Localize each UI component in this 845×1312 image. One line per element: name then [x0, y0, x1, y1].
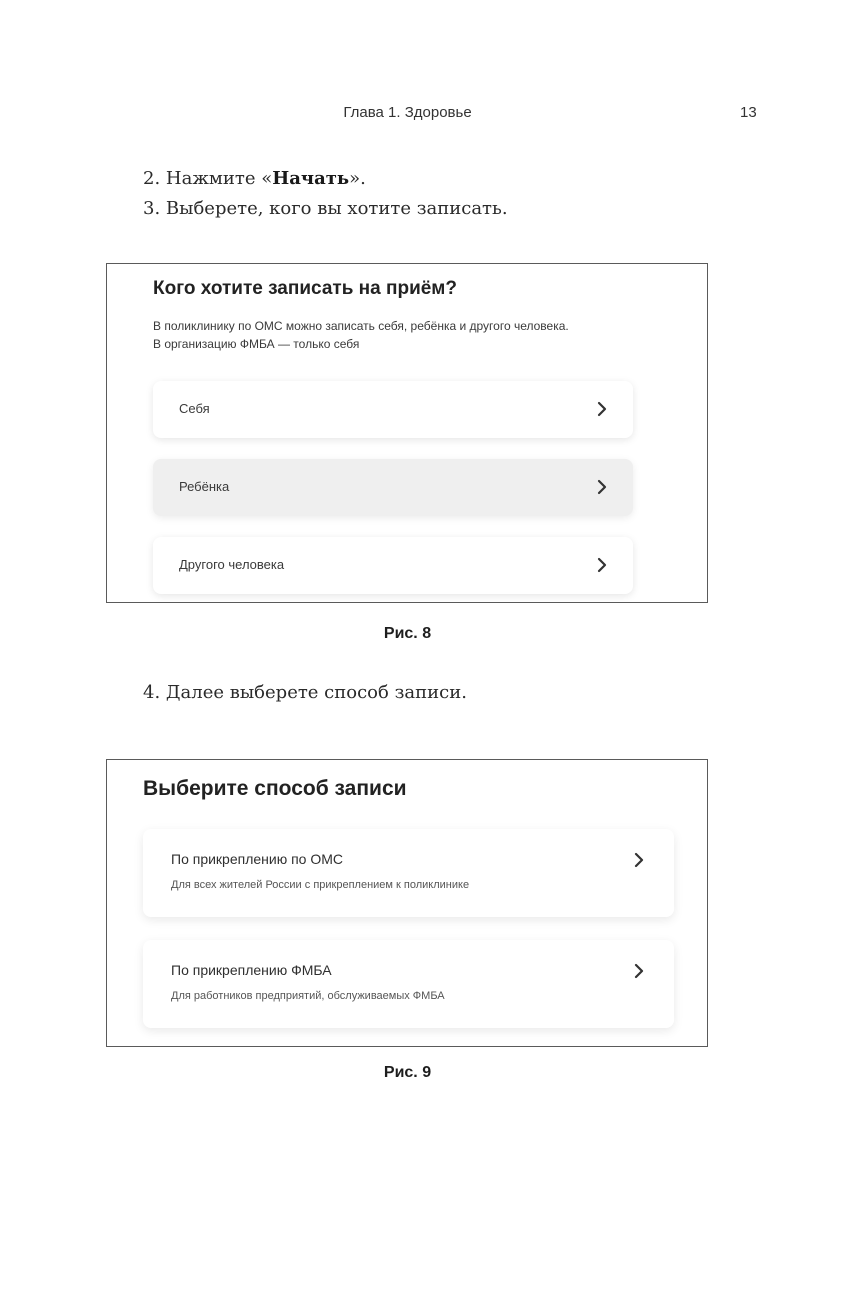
option-child[interactable] [153, 459, 633, 516]
card-title: По прикреплению ФМБА [171, 962, 332, 978]
chevron-right-icon [630, 962, 648, 980]
screen-subtitle [153, 317, 569, 353]
option-other-person[interactable] [153, 537, 633, 594]
chevron-right-icon [593, 400, 611, 418]
step-2 [143, 168, 366, 189]
step-2-prefix: 2. Нажмите « [143, 168, 273, 189]
subtitle-line-1: В поликлинику по ОМС можно записать себя, ребёнка и другого человека. [153, 319, 569, 333]
step-2-button-name: Начать [272, 168, 350, 189]
figure-8-caption: Рис. 8 [383, 625, 432, 642]
page-number: 13 [740, 104, 757, 121]
screen-title: Выберите способ записи [143, 777, 407, 800]
step-3: 3. Выберете, кого вы хотите записать. [143, 198, 508, 219]
option-label: Себя [179, 401, 210, 416]
method-card-oms[interactable] [143, 829, 674, 917]
card-title: По прикреплению по ОМС [171, 851, 344, 867]
chevron-right-icon [630, 851, 648, 869]
card-description: Для работников предприятий, обслуживаемых ФМБА [171, 990, 445, 1002]
chevron-right-icon [593, 478, 611, 496]
figure-8-screenshot [106, 263, 708, 603]
option-label: Ребёнка [179, 479, 230, 494]
card-description: Для всех жителей России с прикреплением к поликлинике [171, 879, 470, 891]
subtitle-line-2: В организацию ФМБА — только себя [153, 337, 360, 351]
method-card-fmba[interactable] [143, 940, 674, 1028]
figure-9-caption: Рис. 9 [383, 1064, 432, 1081]
chevron-right-icon [593, 556, 611, 574]
step-4: 4. Далее выберете способ записи. [143, 682, 467, 703]
figure-9-screenshot [106, 759, 708, 1047]
running-title: Глава 1. Здоровье [343, 104, 472, 121]
option-self[interactable] [153, 381, 633, 438]
screen-title: Кого хотите записать на приём? [153, 278, 457, 299]
step-2-suffix: ». [349, 168, 366, 189]
option-label: Другого человека [179, 557, 285, 572]
